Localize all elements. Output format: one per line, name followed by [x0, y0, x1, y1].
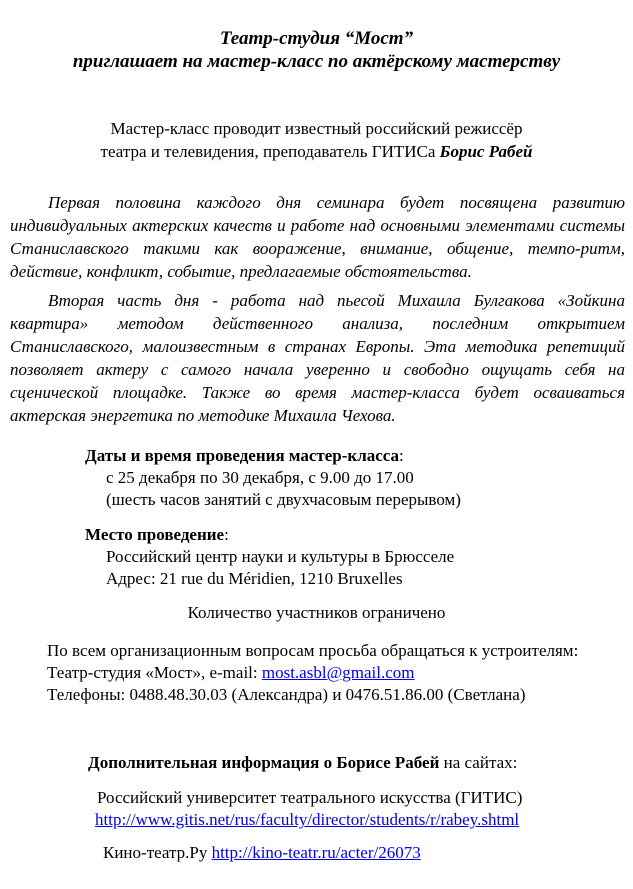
dates-heading-colon: :	[399, 446, 404, 465]
document-title	[0, 27, 633, 73]
paragraph-second-half-day: Вторая часть дня - работа над пьесой Михаила Булгакова «Зойкина квартира» методом действенного анализа, последним открытием Станиславского, малоизвестным в странах Европы. Эта методика репетиций позволяет актеру с самого начала уверенно и свободно ощущать себя на сценической площадке. Также во время мастер-класса будет осваиваться актерская энергетика по методике Михаила Чехова.	[10, 291, 625, 425]
venue-section	[85, 524, 633, 590]
gitis-link-line	[95, 809, 633, 831]
intro-line-2-text: театра и телевидения, преподаватель ГИТИСа	[100, 142, 440, 161]
more-info-heading-line	[88, 752, 633, 774]
dates-detail-line-1: с 25 декабря по 30 декабря, с 9.00 до 17.00	[106, 468, 414, 487]
venue-heading-colon: :	[224, 525, 229, 544]
kino-teatr-line	[103, 842, 633, 864]
dates-heading: Даты и время проведения мастер-класса	[85, 446, 400, 465]
participants-limit-note: Количество участников ограничено	[187, 603, 446, 622]
title-line-2: приглашает на мастер-класс по актёрскому мастерству	[72, 51, 561, 72]
dates-detail-line-2: (шесть часов занятий с двухчасовым перерывом)	[106, 490, 461, 509]
intro-block	[0, 117, 633, 163]
title-line-1: Театр-студия “Мост”	[219, 28, 414, 49]
gitis-link[interactable]: http://www.gitis.net/rus/faculty/director/students/r/rabey.shtml	[95, 810, 520, 829]
lecturer-name: Борис Рабей	[439, 142, 533, 161]
paragraph-first-half-day: Первая половина каждого дня семинара будет посвящена развитию индивидуальных актерских качеств и работе над основными элементами системы Станиславского такими как вооражение, внимание, общение, темпо-ритм, действие, конфликт, событие, предлагаемые обстоятельства.	[10, 193, 625, 281]
intro-line-1: Мастер-класс проводит известный российский режиссёр	[110, 119, 523, 138]
intro-line-2	[0, 140, 633, 163]
contacts-line-2	[47, 662, 633, 684]
contacts-line-1: По всем организационным вопросам просьба обращаться к устроителям:	[47, 641, 579, 660]
gitis-university-name: Российский университет театрального искусства (ГИТИС)	[97, 788, 523, 807]
more-info-heading-tail: на сайтах:	[439, 753, 518, 772]
venue-heading: Место проведение	[85, 525, 225, 544]
more-info-heading: Дополнительная информация о Борисе Рабей	[88, 753, 440, 772]
contacts-phones-line: Телефоны: 0488.48.30.03 (Александра) и 0476.51.86.00 (Светлана)	[47, 685, 526, 704]
contacts-email-prefix: Театр-студия «Мост», e-mail:	[47, 663, 262, 682]
contacts-section	[47, 640, 633, 706]
venue-heading-line	[85, 524, 633, 546]
venue-detail-line-2: Адрес: 21 rue du Méridien, 1210 Bruxelles	[106, 569, 403, 588]
dates-heading-line	[85, 445, 633, 467]
email-link[interactable]: most.asbl@gmail.com	[261, 663, 415, 682]
dates-section	[85, 445, 633, 511]
kino-teatr-link[interactable]: http://kino-teatr.ru/acter/26073	[211, 843, 421, 862]
venue-detail-line-1: Российский центр науки и культуры в Брюсселе	[106, 547, 455, 566]
kino-teatr-label: Кино-театр.Ру	[103, 843, 212, 862]
